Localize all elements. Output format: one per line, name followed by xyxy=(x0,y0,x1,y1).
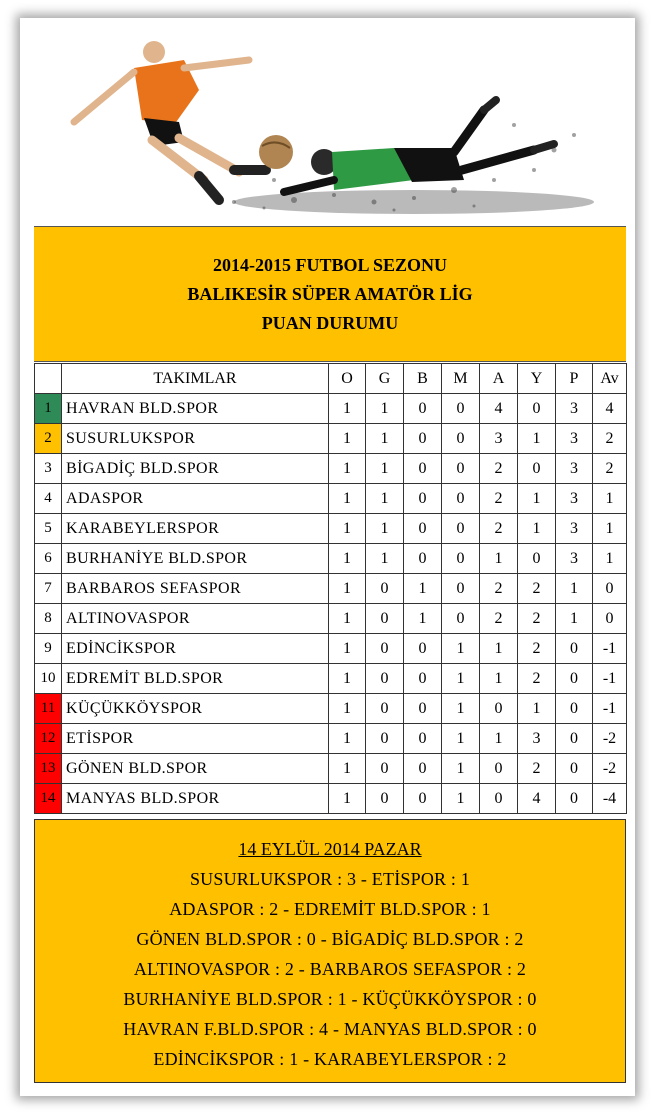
rank-cell: 8 xyxy=(35,604,62,634)
points-cell: 0 xyxy=(556,664,593,694)
match-result: ALTINOVASPOR : 2 - BARBAROS SEFASPOR : 2 xyxy=(133,959,527,979)
points-cell: 3 xyxy=(556,454,593,484)
lost-cell: 0 xyxy=(442,574,480,604)
average-cell: -2 xyxy=(593,724,627,754)
rank-cell: 12 xyxy=(35,724,62,754)
goals-for-cell: 2 xyxy=(480,454,518,484)
football-players-photo xyxy=(34,30,626,226)
points-cell: 3 xyxy=(556,544,593,574)
team-name-cell: EDREMİT BLD.SPOR xyxy=(62,664,329,694)
goals-for-cell: 2 xyxy=(480,604,518,634)
won-cell: 0 xyxy=(366,754,404,784)
average-cell: -4 xyxy=(593,784,627,814)
football-players-illustration xyxy=(34,30,626,226)
match-result: ADASPOR : 2 - EDREMİT BLD.SPOR : 1 xyxy=(169,899,491,919)
drawn-cell: 0 xyxy=(404,784,442,814)
team-name-cell: ETİSPOR xyxy=(62,724,329,754)
drawn-cell: 0 xyxy=(404,424,442,454)
header-goals-against: Y xyxy=(518,364,556,394)
average-cell: -1 xyxy=(593,634,627,664)
header-teams: TAKIMLAR xyxy=(62,364,329,394)
won-cell: 1 xyxy=(366,544,404,574)
drawn-cell: 0 xyxy=(404,694,442,724)
won-cell: 1 xyxy=(366,514,404,544)
rank-cell: 11 xyxy=(35,694,62,724)
points-cell: 1 xyxy=(556,604,593,634)
match-result: GÖNEN BLD.SPOR : 0 - BİGADİÇ BLD.SPOR : 2 xyxy=(136,929,524,949)
table-header-row xyxy=(35,364,627,394)
match-results-panel xyxy=(34,819,626,1083)
goals-against-cell: 0 xyxy=(518,454,556,484)
team-name-cell: BARBAROS SEFASPOR xyxy=(62,574,329,604)
lost-cell: 1 xyxy=(442,634,480,664)
header-rank xyxy=(35,364,62,394)
drawn-cell: 0 xyxy=(404,724,442,754)
drawn-cell: 0 xyxy=(404,634,442,664)
won-cell: 0 xyxy=(366,724,404,754)
points-cell: 0 xyxy=(556,784,593,814)
rank-cell: 1 xyxy=(35,394,62,424)
match-result-list xyxy=(35,864,625,1074)
standings-title: PUAN DURUMU xyxy=(261,312,399,333)
match-date: 14 EYLÜL 2014 PAZAR xyxy=(238,839,422,859)
table-row xyxy=(35,544,627,574)
points-cell: 3 xyxy=(556,394,593,424)
played-cell: 1 xyxy=(329,454,366,484)
goals-for-cell: 0 xyxy=(480,754,518,784)
table-row xyxy=(35,514,627,544)
points-cell: 0 xyxy=(556,694,593,724)
won-cell: 1 xyxy=(366,394,404,424)
average-cell: 1 xyxy=(593,544,627,574)
won-cell: 1 xyxy=(366,424,404,454)
goals-against-cell: 0 xyxy=(518,394,556,424)
played-cell: 1 xyxy=(329,514,366,544)
table-row xyxy=(35,634,627,664)
won-cell: 0 xyxy=(366,604,404,634)
goals-for-cell: 1 xyxy=(480,544,518,574)
rank-cell: 7 xyxy=(35,574,62,604)
drawn-cell: 0 xyxy=(404,484,442,514)
header-goals-for: A xyxy=(480,364,518,394)
team-name-cell: HAVRAN BLD.SPOR xyxy=(62,394,329,424)
table-row xyxy=(35,574,627,604)
team-name-cell: ALTINOVASPOR xyxy=(62,604,329,634)
goals-against-cell: 4 xyxy=(518,784,556,814)
points-cell: 3 xyxy=(556,484,593,514)
lost-cell: 1 xyxy=(442,754,480,784)
lost-cell: 1 xyxy=(442,784,480,814)
goals-for-cell: 2 xyxy=(480,514,518,544)
won-cell: 0 xyxy=(366,634,404,664)
played-cell: 1 xyxy=(329,574,366,604)
won-cell: 0 xyxy=(366,694,404,724)
lost-cell: 0 xyxy=(442,454,480,484)
team-name-cell: KARABEYLERSPOR xyxy=(62,514,329,544)
team-name-cell: SUSURLUKSPOR xyxy=(62,424,329,454)
lost-cell: 1 xyxy=(442,724,480,754)
goals-for-cell: 1 xyxy=(480,724,518,754)
league-title: BALIKESİR SÜPER AMATÖR LİG xyxy=(187,283,473,304)
drawn-cell: 0 xyxy=(404,394,442,424)
goals-against-cell: 0 xyxy=(518,544,556,574)
team-name-cell: KÜÇÜKKÖYSPOR xyxy=(62,694,329,724)
played-cell: 1 xyxy=(329,394,366,424)
points-cell: 3 xyxy=(556,424,593,454)
lost-cell: 0 xyxy=(442,484,480,514)
points-cell: 0 xyxy=(556,754,593,784)
rank-cell: 9 xyxy=(35,634,62,664)
rank-cell: 5 xyxy=(35,514,62,544)
points-cell: 1 xyxy=(556,574,593,604)
average-cell: -1 xyxy=(593,694,627,724)
drawn-cell: 0 xyxy=(404,754,442,784)
header-drawn: B xyxy=(404,364,442,394)
header-points: P xyxy=(556,364,593,394)
goals-against-cell: 1 xyxy=(518,514,556,544)
match-result: EDİNCİKSPOR : 1 - KARABEYLERSPOR : 2 xyxy=(153,1049,507,1069)
played-cell: 1 xyxy=(329,484,366,514)
average-cell: 2 xyxy=(593,454,627,484)
played-cell: 1 xyxy=(329,604,366,634)
team-name-cell: BİGADİÇ BLD.SPOR xyxy=(62,454,329,484)
drawn-cell: 0 xyxy=(404,454,442,484)
drawn-cell: 0 xyxy=(404,664,442,694)
average-cell: 2 xyxy=(593,424,627,454)
drawn-cell: 1 xyxy=(404,604,442,634)
played-cell: 1 xyxy=(329,784,366,814)
goals-against-cell: 1 xyxy=(518,694,556,724)
drawn-cell: 1 xyxy=(404,574,442,604)
lost-cell: 0 xyxy=(442,604,480,634)
goals-for-cell: 4 xyxy=(480,394,518,424)
rank-cell: 6 xyxy=(35,544,62,574)
season-title: 2014-2015 FUTBOL SEZONU xyxy=(212,254,448,275)
won-cell: 1 xyxy=(366,484,404,514)
table-row xyxy=(35,394,627,424)
goals-against-cell: 2 xyxy=(518,754,556,784)
goals-for-cell: 3 xyxy=(480,424,518,454)
table-row xyxy=(35,784,627,814)
drawn-cell: 0 xyxy=(404,544,442,574)
match-result: HAVRAN F.BLD.SPOR : 4 - MANYAS BLD.SPOR : 0 xyxy=(123,1019,537,1039)
lost-cell: 1 xyxy=(442,664,480,694)
table-row xyxy=(35,604,627,634)
rank-cell: 14 xyxy=(35,784,62,814)
lost-cell: 0 xyxy=(442,394,480,424)
goals-against-cell: 1 xyxy=(518,424,556,454)
goals-against-cell: 2 xyxy=(518,604,556,634)
won-cell: 0 xyxy=(366,784,404,814)
average-cell: 4 xyxy=(593,394,627,424)
lost-cell: 0 xyxy=(442,424,480,454)
rank-cell: 4 xyxy=(35,484,62,514)
lost-cell: 0 xyxy=(442,544,480,574)
team-name-cell: GÖNEN BLD.SPOR xyxy=(62,754,329,784)
table-row xyxy=(35,484,627,514)
played-cell: 1 xyxy=(329,424,366,454)
played-cell: 1 xyxy=(329,724,366,754)
won-cell: 1 xyxy=(366,454,404,484)
won-cell: 0 xyxy=(366,664,404,694)
points-cell: 3 xyxy=(556,514,593,544)
average-cell: 1 xyxy=(593,514,627,544)
match-result: SUSURLUKSPOR : 3 - ETİSPOR : 1 xyxy=(189,869,471,889)
rank-cell: 13 xyxy=(35,754,62,784)
average-cell: 0 xyxy=(593,574,627,604)
table-row xyxy=(35,754,627,784)
table-row xyxy=(35,454,627,484)
goals-against-cell: 1 xyxy=(518,484,556,514)
goals-for-cell: 0 xyxy=(480,784,518,814)
rank-cell: 3 xyxy=(35,454,62,484)
played-cell: 1 xyxy=(329,544,366,574)
goals-against-cell: 3 xyxy=(518,724,556,754)
team-name-cell: EDİNCİKSPOR xyxy=(62,634,329,664)
played-cell: 1 xyxy=(329,694,366,724)
won-cell: 0 xyxy=(366,574,404,604)
drawn-cell: 0 xyxy=(404,514,442,544)
goals-for-cell: 2 xyxy=(480,574,518,604)
played-cell: 1 xyxy=(329,634,366,664)
rank-cell: 10 xyxy=(35,664,62,694)
points-cell: 0 xyxy=(556,634,593,664)
table-row xyxy=(35,724,627,754)
team-name-cell: MANYAS BLD.SPOR xyxy=(62,784,329,814)
goals-for-cell: 2 xyxy=(480,484,518,514)
header-lost: M xyxy=(442,364,480,394)
team-name-cell: BURHANİYE BLD.SPOR xyxy=(62,544,329,574)
lost-cell: 1 xyxy=(442,694,480,724)
lost-cell: 0 xyxy=(442,514,480,544)
header-average: Av xyxy=(593,364,627,394)
average-cell: 1 xyxy=(593,484,627,514)
goals-for-cell: 1 xyxy=(480,634,518,664)
table-row xyxy=(35,694,627,724)
table-row xyxy=(35,424,627,454)
played-cell: 1 xyxy=(329,754,366,784)
average-cell: 0 xyxy=(593,604,627,634)
average-cell: -1 xyxy=(593,664,627,694)
rank-cell: 2 xyxy=(35,424,62,454)
played-cell: 1 xyxy=(329,664,366,694)
points-cell: 0 xyxy=(556,724,593,754)
goals-for-cell: 1 xyxy=(480,664,518,694)
title-banner xyxy=(34,226,626,362)
standings-table xyxy=(34,363,627,814)
header-played: O xyxy=(329,364,366,394)
average-cell: -2 xyxy=(593,754,627,784)
match-result: BURHANİYE BLD.SPOR : 1 - KÜÇÜKKÖYSPOR : 0 xyxy=(123,989,537,1009)
goals-against-cell: 2 xyxy=(518,574,556,604)
goals-against-cell: 2 xyxy=(518,664,556,694)
table-row xyxy=(35,664,627,694)
header-won: G xyxy=(366,364,404,394)
goals-for-cell: 0 xyxy=(480,694,518,724)
team-name-cell: ADASPOR xyxy=(62,484,329,514)
goals-against-cell: 2 xyxy=(518,634,556,664)
